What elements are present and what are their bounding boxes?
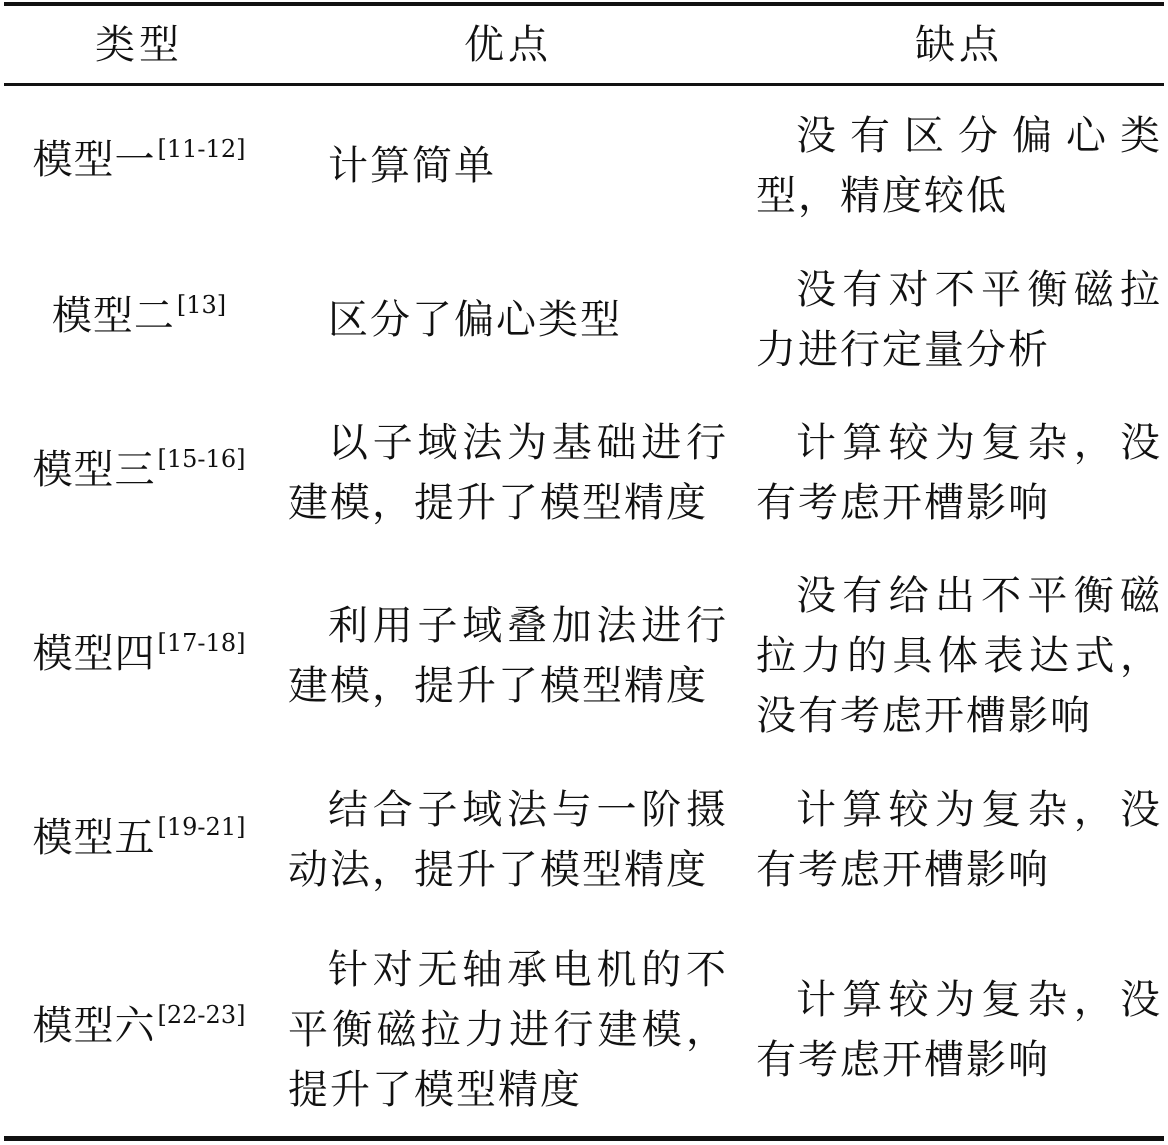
- row-3-advantage: 以子域法为基础进行建模，提升了模型精度: [288, 420, 728, 526]
- row-5-type-label: 模型五: [32, 815, 156, 861]
- row-2-type: [4, 286, 274, 346]
- row-6-type: [4, 996, 274, 1056]
- row-3-reference: [15-16]: [157, 445, 246, 473]
- row-4-advantage: 利用子域叠加法进行建模，提升了模型精度: [288, 603, 728, 709]
- comparison-table: [4, 0, 1164, 1145]
- row-2-reference: [13]: [176, 291, 227, 319]
- row-6-reference: [22-23]: [157, 1001, 246, 1029]
- row-2-advantage: 区分了偏心类型: [328, 297, 622, 343]
- row-4-type-label: 模型四: [32, 631, 156, 677]
- row-3-type: [4, 440, 274, 500]
- table-header-rule: [4, 83, 1164, 86]
- row-1-reference: [11-12]: [157, 135, 246, 163]
- row-1-type-label: 模型一: [32, 137, 156, 183]
- row-1-advantage: 计算简单: [328, 143, 496, 189]
- row-5-reference: [19-21]: [157, 813, 246, 841]
- row-6-disadvantage: 计算较为复杂，没有考虑开槽影响: [756, 977, 1162, 1083]
- row-4-disadvantage: 没有给出不平衡磁拉力的具体表达式，没有考虑开槽影响: [756, 573, 1162, 739]
- row-2-type-label: 模型二: [51, 293, 175, 339]
- header-disadvantage: 缺点: [915, 22, 1003, 68]
- row-5-advantage: 结合子域法与一阶摄动法，提升了模型精度: [288, 787, 728, 893]
- row-4-reference: [17-18]: [157, 629, 246, 657]
- table-top-rule: [4, 2, 1164, 6]
- header-type: 类型: [95, 22, 183, 68]
- row-1-disadvantage: 没有区分偏心类型，精度较低: [756, 113, 1162, 219]
- row-6-type-label: 模型六: [32, 1003, 156, 1049]
- row-5-type: [4, 808, 274, 868]
- row-2-disadvantage: 没有对不平衡磁拉力进行定量分析: [756, 267, 1162, 373]
- row-6-advantage: 针对无轴承电机的不平衡磁拉力进行建模，提升了模型精度: [288, 947, 728, 1113]
- row-1-type: [4, 130, 274, 190]
- row-4-type: [4, 624, 274, 684]
- row-3-type-label: 模型三: [32, 447, 156, 493]
- row-3-disadvantage: 计算较为复杂，没有考虑开槽影响: [756, 420, 1162, 526]
- header-advantage: 优点: [464, 22, 552, 68]
- table-bottom-rule: [4, 1136, 1164, 1141]
- row-5-disadvantage: 计算较为复杂，没有考虑开槽影响: [756, 787, 1162, 893]
